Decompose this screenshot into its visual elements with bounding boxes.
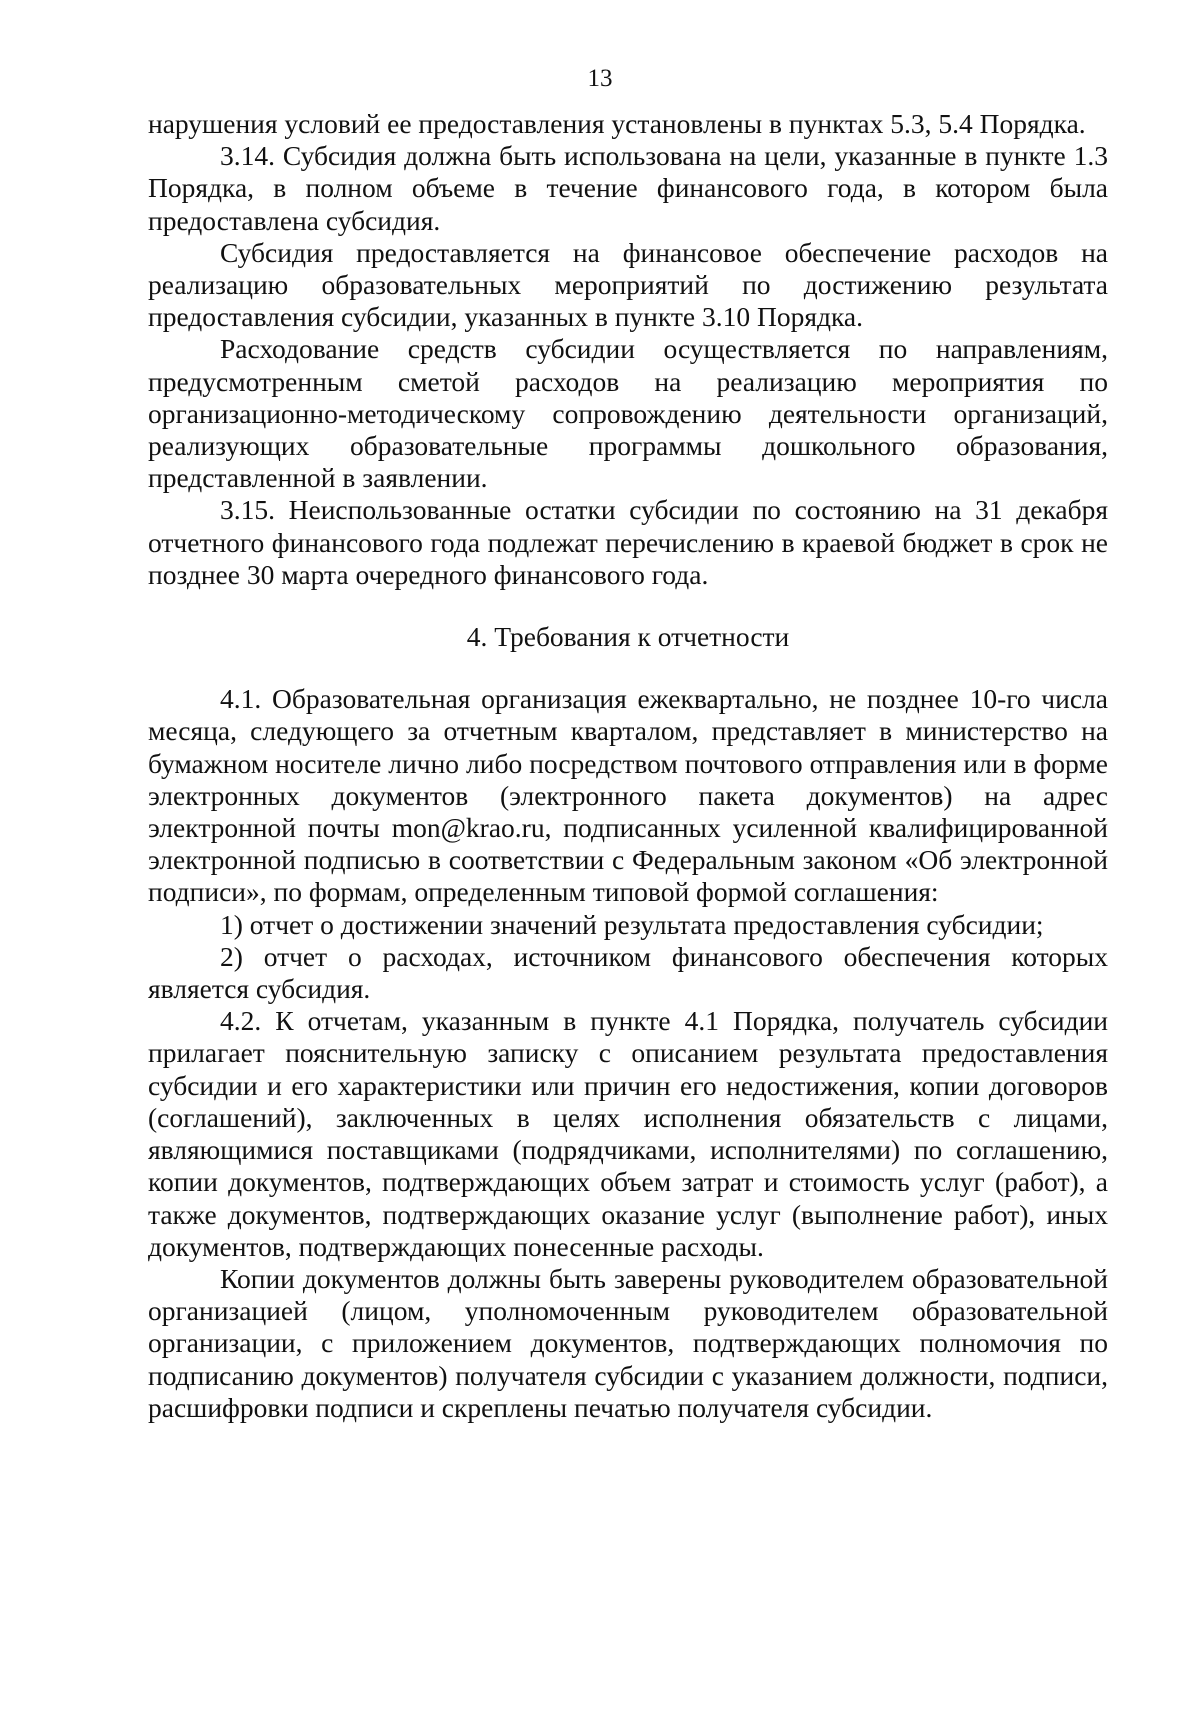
paragraph-subsidy-purpose: Субсидия предоставляется на финансовое обеспечение расходов на реализацию образовательных мероприятий по достижению результата предоставления субсидии, указанных в пункте 3.10 Порядка.: [148, 236, 1108, 333]
paragraph-copies: Копии документов должны быть заверены руководителем образовательной организацией (лицом, уполномоченным руководителем образовательной организации, с приложением документов, подтверждающих полномочия по подписанию документов) получателя субсидии с указанием должности, подписи, расшифровки подписи и скреплены печатью получателя субсидии.: [148, 1262, 1108, 1423]
paragraph-3-14: 3.14. Субсидия должна быть использована на цели, указанные в пункте 1.3 Порядка, в полном объеме в течение финансового года, в котором была предоставлена субсидия.: [148, 140, 1108, 236]
list-item-report-1: 1) отчет о достижении значений результата предоставления субсидии;: [220, 908, 1044, 940]
paragraph-4-1: 4.1. Образовательная организация ежеквартально, не позднее 10-го числа месяца, следующего за отчетным кварталом, представляет в министерство на бумажном носителе лично либо посредством почтового отправления или в форме электронных документов (электронного пакета документов) на адрес электронной почты mon@krao.ru, подписанных усиленной квалифицированной электронной подписью в соответствии с Федеральным законом «Об электронной подписи», по формам, определенным типовой формой соглашения:: [148, 683, 1108, 908]
paragraph-4-2: 4.2. К отчетам, указанным в пункте 4.1 Порядка, получатель субсидии прилагает пояснительную записку с описанием результата предоставления субсидии и его характеристики или причин его недостижения, копии договоров (соглашений), заключенных в целях исполнения обязательств с лицами, являющимися поставщиками (подрядчиками, исполнителями) по соглашению, копии документов, подтверждающих объем затрат и стоимость услуг (работ), а также документов, подтверждающих оказание услуг (выполнение работ), иных документов, подтверждающих понесенные расходы.: [148, 1005, 1108, 1262]
paragraph-continuation: нарушения условий ее предоставления установлены в пунктах 5.3, 5.4 Порядка.: [148, 108, 1086, 139]
list-item-report-2: 2) отчет о расходах, источником финансового обеспечения которых является субсидия.: [148, 940, 1108, 1005]
page-number: 13: [587, 65, 613, 92]
paragraph-3-15: 3.15. Неиспользованные остатки субсидии по состоянию на 31 декабря отчетного финансового года подлежат перечислению в краевой бюджет в срок не позднее 30 марта очередного финансового года.: [148, 494, 1108, 590]
section-heading: 4. Требования к отчетности: [466, 621, 790, 653]
paragraph-spending: Расходование средств субсидии осуществляется по направлениям, предусмотренным сметой расходов на реализацию мероприятия по организационно-методическому сопровождению деятельности организаций, реализующих образовательные программы дошкольного образования, представленной в заявлении.: [148, 333, 1108, 494]
document-body: [148, 108, 1108, 1424]
